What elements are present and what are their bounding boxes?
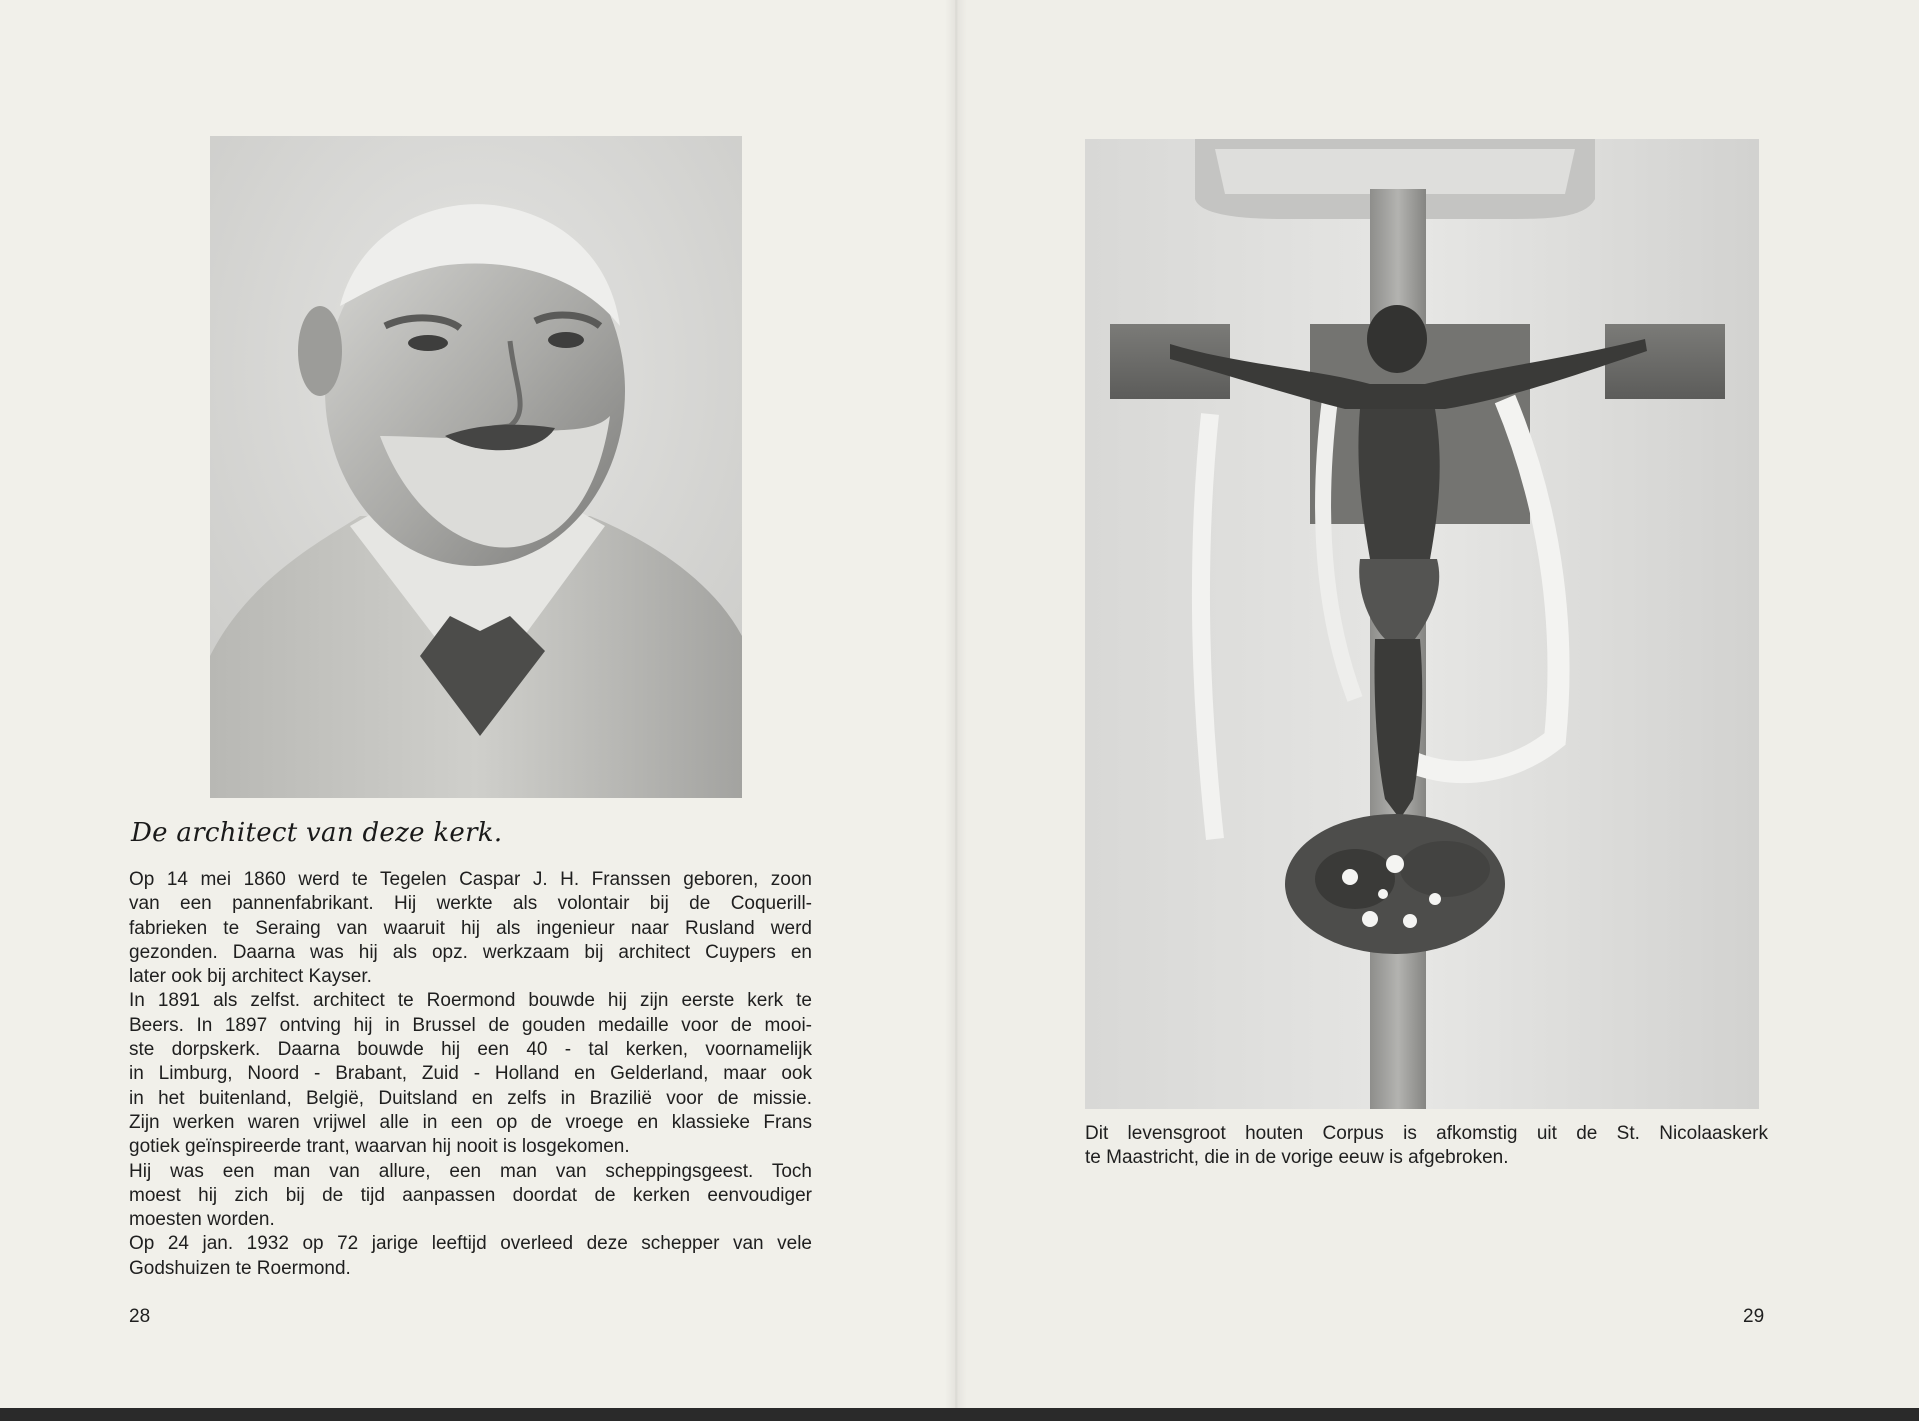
left-page [0, 0, 955, 1408]
biography-line: in Limburg, Noord - Brabant, Zuid - Holland en Gelderland, maar ook [129, 1063, 812, 1085]
biography-line: Godshuizen te Roermond. [129, 1257, 351, 1279]
right-page [955, 0, 1919, 1408]
book-gutter [945, 0, 967, 1408]
section-heading: De architect van deze kerk. [131, 818, 503, 848]
biography-line: in het buitenland, België, Duitsland en zelfs in Brazilië voor de missie. [129, 1087, 812, 1109]
biography-line: moesten worden. [129, 1209, 275, 1231]
biography-line: later ook bij architect Kayser. [129, 966, 372, 988]
architect-portrait-photo [210, 136, 742, 798]
photo-caption [1085, 1122, 1768, 1171]
biography-line: moest hij zich bij de tijd aanpassen doordat de kerken eenvoudiger [129, 1184, 812, 1206]
caption-line: te Maastricht, die in de vorige eeuw is afgebroken. [1085, 1147, 1509, 1169]
caption-line: Dit levensgroot houten Corpus is afkomstig uit de St. Nicolaaskerk [1085, 1123, 1768, 1144]
biography-line: gezonden. Daarna was hij als opz. werkzaam bij architect Cuypers en [129, 941, 812, 963]
biography-line: ste dorpskerk. Daarna bouwde hij een 40 - tal kerken, voornamelijk [129, 1039, 812, 1061]
biography-line: fabrieken te Seraing van waaruit hij als ingenieur naar Rusland werd [129, 917, 812, 939]
biography-line: van een pannenfabrikant. Hij werkte als volontair bij de Coquerill- [129, 893, 812, 915]
biography-line: Op 14 mei 1860 werd te Tegelen Caspar J. H. Franssen geboren, zoon [129, 869, 812, 890]
biography-line: Hij was een man van allure, een man van scheppingsgeest. Toch [129, 1160, 812, 1182]
biography-paragraph [129, 868, 812, 1281]
scan-edge [0, 1408, 1919, 1421]
page-number-left: 28 [129, 1306, 151, 1327]
crucifix-photo [1085, 139, 1759, 1109]
biography-line: Op 24 jan. 1932 op 72 jarige leeftijd overleed deze schepper van vele [129, 1233, 812, 1255]
biography-line: Zijn werken waren vrijwel alle in een op de vroege en klassieke Frans [129, 1111, 812, 1133]
biography-line: In 1891 als zelfst. architect te Roermond bouwde hij zijn eerste kerk te [129, 990, 812, 1012]
page-number-right: 29 [1743, 1306, 1765, 1327]
biography-line: Beers. In 1897 ontving hij in Brussel de gouden medaille voor de mooi- [129, 1014, 812, 1036]
biography-line: gotiek geïnspireerde trant, waarvan hij nooit is losgekomen. [129, 1136, 630, 1158]
